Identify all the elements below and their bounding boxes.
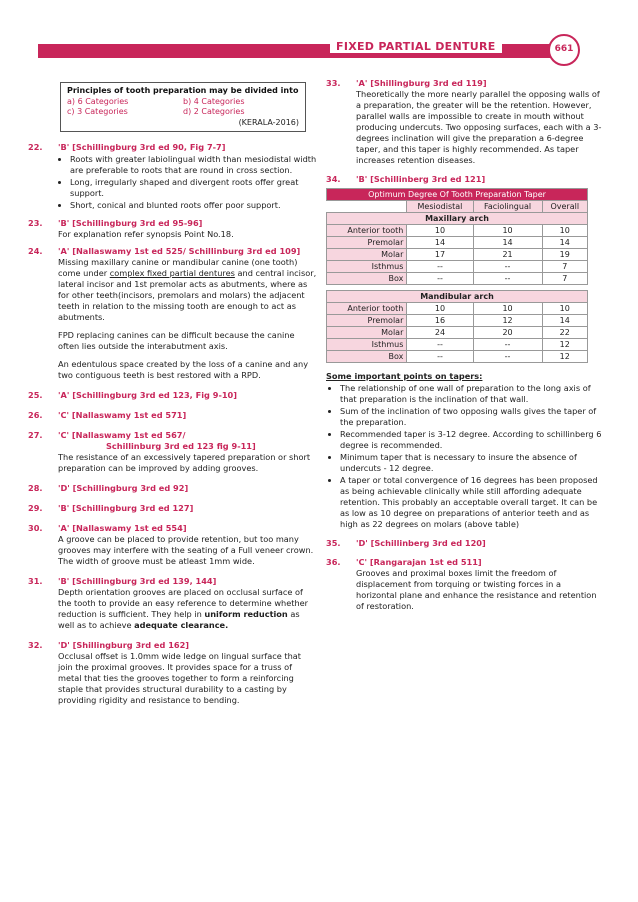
table-cell: 10 [473, 225, 542, 237]
answer-number: 24. [28, 246, 43, 256]
table-cell: 12 [542, 339, 587, 351]
table-title: Optimum Degree Of Tooth Preparation Taper [327, 189, 588, 201]
page-title: FIXED PARTIAL DENTURE [330, 40, 502, 53]
text-run: as well as to achieve [58, 609, 300, 630]
answer-text: The resistance of an excessively tapered preparation or short preparation can be improved by adding grooves. [58, 452, 311, 473]
answer-29 [28, 503, 318, 514]
column-header: Faciolingual [473, 201, 542, 213]
table-cell: -- [407, 351, 473, 363]
answer-ref: 'A' [Nallaswamy 1st ed 525/ Schillinburg 3rd ed 109] [58, 246, 301, 256]
answer-ref: 'C' [Rangarajan 1st ed 511] [356, 557, 482, 567]
answer-number: 29. [28, 503, 43, 513]
table-cell: -- [473, 339, 542, 351]
section-header: Mandibular arch [327, 291, 588, 303]
bold-term: adequate clearance. [134, 620, 229, 630]
answer-number: 36. [326, 557, 341, 567]
table-cell: 17 [407, 249, 473, 261]
answer-text: For explanation refer synopsis Point No.18. [58, 229, 234, 239]
bullet: • Long, irregularly shaped and divergent roots offer great support. [70, 177, 318, 199]
row-label: Anterior tooth [327, 225, 407, 237]
table-row [327, 351, 588, 363]
answer-number: 30. [28, 523, 43, 533]
answer-text [58, 587, 318, 631]
answer-32 [28, 640, 318, 706]
table-cell: -- [407, 273, 473, 285]
answer-number: 28. [28, 483, 43, 493]
bold-term: uniform reduction [204, 609, 288, 619]
row-label: Molar [327, 249, 407, 261]
row-label: Premolar [327, 237, 407, 249]
taper-table [326, 188, 588, 363]
table-cell: 10 [542, 225, 587, 237]
answer-31 [28, 576, 318, 631]
section-header: Maxillary arch [327, 213, 588, 225]
answer-number: 25. [28, 390, 43, 400]
table-row [327, 261, 588, 273]
table-cell: 16 [407, 315, 473, 327]
bullet: • The relationship of one wall of preparation to the long axis of that preparation is the inclination of that wall. [340, 383, 602, 405]
row-label: Molar [327, 327, 407, 339]
answer-ref: 'C' [Nallaswamy 1st ed 571] [58, 410, 187, 420]
row-label: Anterior tooth [327, 303, 407, 315]
answer-ref: Schillinburg 3rd ed 123 fig 9-11] [106, 441, 256, 451]
answer-text [58, 257, 318, 323]
answer-number: 32. [28, 640, 43, 650]
answer-ref: 'A' [Shillingburg 3rd ed 119] [356, 78, 487, 88]
table-cell: -- [407, 339, 473, 351]
row-label: Box [327, 273, 407, 285]
column-header: Overall [542, 201, 587, 213]
answer-ref: 'A' [Nallaswamy 1st ed 554] [58, 523, 187, 533]
answer-ref: 'B' [Schillinberg 3rd ed 121] [356, 174, 486, 184]
left-column [28, 82, 318, 706]
table-cell: 10 [473, 303, 542, 315]
row-label: Box [327, 351, 407, 363]
answer-number: 35. [326, 538, 341, 548]
answer-number: 22. [28, 142, 43, 152]
answer-ref: 'B' [Schillingburg 3rd ed 139, 144] [58, 576, 217, 586]
table-row [327, 249, 588, 261]
options-row [67, 97, 299, 108]
table-row [327, 237, 588, 249]
answer-ref: 'A' [Schillingburg 3rd ed 123, Fig 9-10] [58, 390, 237, 400]
answer-ref: 'C' [Nallaswamy 1st ed 567/ [58, 430, 186, 440]
table-cell: 7 [542, 261, 587, 273]
table-cell: 14 [542, 237, 587, 249]
text-run: and central incisor, lateral incisor and 1st premolar acts as abutments, where as for other teeth(incisors, premolars and molars) the adjacent teeth in relation to the missing tooth are enough to act as abutments. [58, 268, 317, 322]
table-cell: -- [407, 261, 473, 273]
answer-ref: 'D' [Schillingburg 3rd ed 92] [58, 483, 189, 493]
table-cell: -- [473, 351, 542, 363]
answer-text: A groove can be placed to provide retention, but too many grooves may interfere with the seating of a Full veneer crown. The width of groove must be atleast 1mm wide. [58, 534, 314, 566]
answer-27 [28, 430, 318, 474]
bullet: • Minimum taper that is necessary to insure the absence of undercuts - 12 degree. [340, 452, 602, 474]
text-run: Depth orientation grooves are placed on occlusal surface of the tooth to provide an easy reference to determine whether reduction is sufficient. They help in [58, 587, 309, 619]
row-label: Isthmus [327, 261, 407, 273]
table-row [327, 327, 588, 339]
row-label: Isthmus [327, 339, 407, 351]
answer-33 [326, 78, 602, 166]
answer-28 [28, 483, 318, 494]
table-cell: 20 [473, 327, 542, 339]
right-column [326, 78, 602, 612]
table-cell: 10 [542, 303, 587, 315]
answer-text: Occlusal offset is 1.0mm wide ledge on lingual surface that join the proximal grooves. It provides space for a truss of metal that ties the grooves together to form a reinforcing staple that provides structural durability to a casting by providing rigidity and resistance to bending. [58, 651, 302, 705]
option-c: c) 3 Categories [67, 107, 128, 116]
answer-ref: 'B' [Schillingburg 3rd ed 90, Fig 7-7] [58, 142, 226, 152]
answer-text: An edentulous space created by the loss of a canine and any two contiguous teeth is best restored with a RPD. [58, 359, 309, 380]
option-b: b) 4 Categories [183, 96, 245, 106]
table-row [327, 339, 588, 351]
table-cell: 24 [407, 327, 473, 339]
table-row [327, 315, 588, 327]
table-cell: 22 [542, 327, 587, 339]
answer-number: 26. [28, 410, 43, 420]
answer-ref: 'B' [Schillingburg 3rd ed 127] [58, 503, 194, 513]
bullet: • Short, conical and blunted roots offer poor support. [70, 200, 318, 211]
table-row [327, 303, 588, 315]
option-d: d) 2 Categories [183, 107, 245, 116]
text-run: Missing maxillary canine or mandibular canine (one tooth) come under [58, 257, 298, 278]
page-number: 661 [548, 34, 580, 66]
answer-ref: 'D' [Shillingburg 3rd ed 162] [58, 640, 190, 650]
table-cell: 14 [473, 237, 542, 249]
table-corner [327, 201, 407, 213]
bullet: • Sum of the inclination of two opposing walls gives the taper of the preparation. [340, 406, 602, 428]
section-heading: Some important points on tapers: [326, 371, 483, 381]
question-title: Principles of tooth preparation may be divided into [67, 86, 299, 95]
bullet: • Recommended taper is 3-12 degree. According to schillinberg 6 degree is recommended. [340, 429, 602, 451]
answer-text: Theoretically the more nearly parallel the opposing walls of a preparation, the greater will be the retention. However, parallel walls are impossible to create in mouth without producing undercuts. Two opposing surfaces, each with a 3-degrees inclination will give the preparation a 6-degree taper, and this taper is highly recommended. As taper increases retention diseases. [356, 89, 602, 165]
table-cell: 14 [407, 237, 473, 249]
answer-text: FPD replacing canines can be difficult because the canine often lies outside the interabutment axis. [58, 330, 295, 351]
table-cell: 10 [407, 303, 473, 315]
answer-ref: 'D' [Schillinberg 3rd ed 120] [356, 538, 486, 548]
answer-ref: 'B' [Schillingburg 3rd ed 95-96] [58, 218, 203, 228]
table-cell: 14 [542, 315, 587, 327]
answer-number: 27. [28, 430, 43, 440]
table-cell: 19 [542, 249, 587, 261]
table-cell: 12 [473, 315, 542, 327]
answer-number: 31. [28, 576, 43, 586]
option-a: a) 6 Categories [67, 96, 129, 106]
answer-36 [326, 557, 602, 612]
answer-30 [28, 523, 318, 567]
table-cell: 12 [542, 351, 587, 363]
answer-25 [28, 390, 318, 401]
answer-number: 34. [326, 174, 341, 184]
answer-text: Grooves and proximal boxes limit the freedom of displacement from torquing or twisting forces in a horizontal plane and enhance the resistance and retention of restoration. [356, 568, 597, 611]
bullet: • A taper or total convergence of 16 degrees has been proposed as being achievable clinically while still affording adequate retention. This probably an acceptable overall target. It can be as low as 10 degree on preparations of anterior teeth and as high as 22 degrees on molars (above table) [340, 475, 602, 530]
mandibular-rows [327, 303, 588, 363]
table-row [327, 225, 588, 237]
question-box [60, 82, 306, 132]
answer-34 [326, 174, 602, 185]
column-header: Mesiodistal [407, 201, 473, 213]
question-source: (KERALA-2016) [238, 117, 299, 127]
answer-23 [28, 218, 318, 240]
options-row [67, 107, 299, 118]
bullet: • Roots with greater labiolingual width than mesiodistal width are preferable to roots that are round in cross section. [70, 154, 318, 176]
table-cell: 7 [542, 273, 587, 285]
answer-24 [28, 246, 318, 381]
answer-35 [326, 538, 602, 549]
table-cell: -- [473, 273, 542, 285]
maxillary-rows [327, 225, 588, 285]
table-cell: 21 [473, 249, 542, 261]
answer-22 [28, 142, 318, 212]
answer-26 [28, 410, 318, 421]
answer-number: 23. [28, 218, 43, 228]
answer-number: 33. [326, 78, 341, 88]
underlined-term: complex fixed partial dentures [109, 268, 235, 278]
table-row [327, 273, 588, 285]
row-label: Premolar [327, 315, 407, 327]
table-cell: 10 [407, 225, 473, 237]
table-cell: -- [473, 261, 542, 273]
